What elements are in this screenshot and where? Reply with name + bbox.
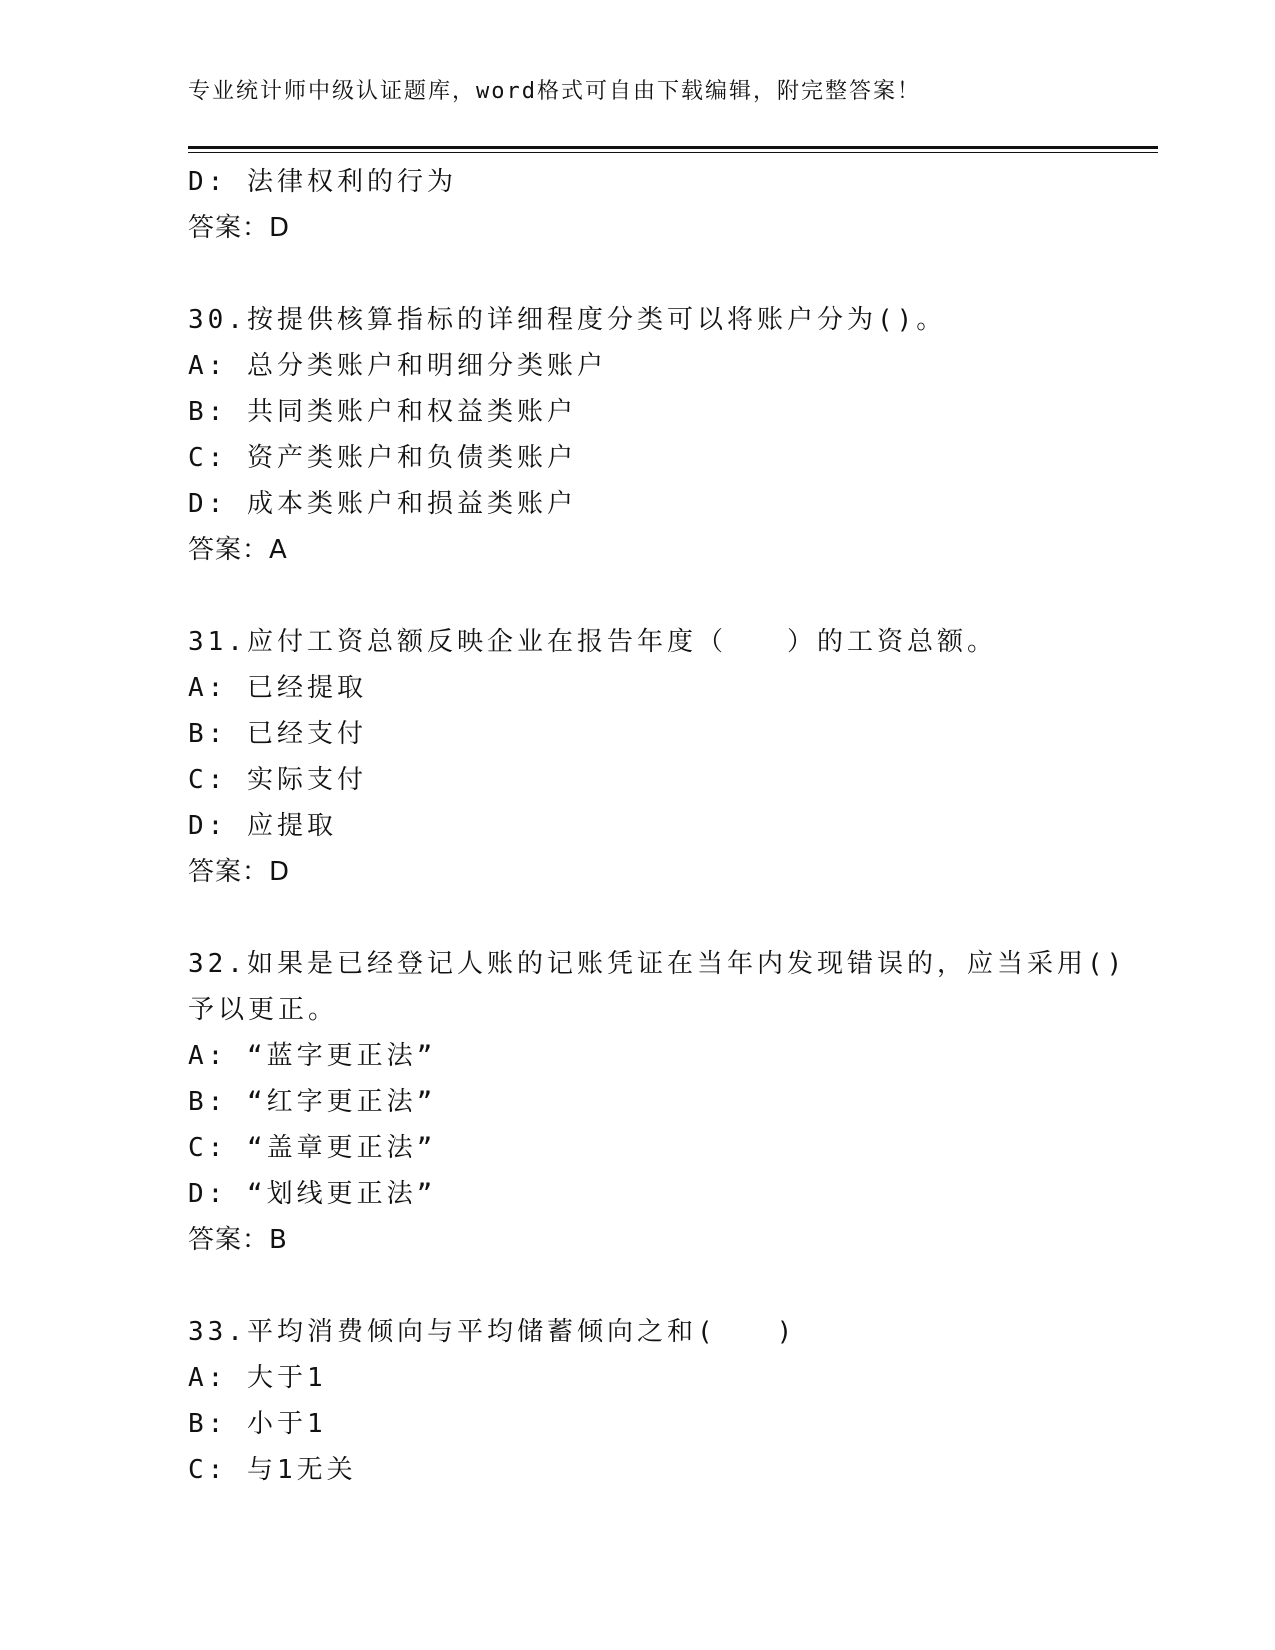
option-b: B: 共同类账户和权益类账户 xyxy=(188,397,577,427)
option-c: C: “盖章更正法” xyxy=(188,1133,437,1163)
option-d: D: 成本类账户和损益类账户 xyxy=(188,489,577,519)
header-rule-thin xyxy=(188,152,1158,153)
option-d: D: 法律权利的行为 xyxy=(188,167,457,197)
question-33 xyxy=(188,1309,1088,1493)
question-30 xyxy=(188,297,1088,573)
answer: 答案：B xyxy=(188,1225,288,1255)
page-header: 专业统计师中级认证题库，word格式可自由下载编辑，附完整答案！ xyxy=(188,79,921,104)
option-c: C: 与1无关 xyxy=(188,1455,357,1485)
question-32 xyxy=(188,941,1127,1263)
header-rule-thick xyxy=(188,146,1158,149)
question-31 xyxy=(188,619,1088,895)
option-d: D: 应提取 xyxy=(188,811,337,841)
question-stem: 31.应付工资总额反映企业在报告年度（ ）的工资总额。 xyxy=(188,627,997,657)
question-stem: 33.平均消费倾向与平均储蓄倾向之和( ) xyxy=(188,1317,797,1347)
option-a: A: “蓝字更正法” xyxy=(188,1041,437,1071)
option-b: B: 小于1 xyxy=(188,1409,327,1439)
option-a: A: 总分类账户和明细分类账户 xyxy=(188,351,607,381)
option-c: C: 实际支付 xyxy=(188,765,367,795)
option-d: D: “划线更正法” xyxy=(188,1179,437,1209)
option-c: C: 资产类账户和负债类账户 xyxy=(188,443,577,473)
question-stem: 32.如果是已经登记人账的记账凭证在当年内发现错误的，应当采用() xyxy=(188,949,1127,979)
answer: 答案：D xyxy=(188,857,291,887)
question-stem-continued: 予以更正。 xyxy=(188,995,339,1025)
answer: 答案：A xyxy=(188,535,288,565)
option-b: B: 已经支付 xyxy=(188,719,367,749)
option-a: A: 已经提取 xyxy=(188,673,367,703)
question-list xyxy=(188,159,1127,1493)
option-b: B: “红字更正法” xyxy=(188,1087,437,1117)
answer: 答案：D xyxy=(188,213,291,243)
option-a: A: 大于1 xyxy=(188,1363,327,1393)
question-stem: 30.按提供核算指标的详细程度分类可以将账户分为()。 xyxy=(188,305,947,335)
